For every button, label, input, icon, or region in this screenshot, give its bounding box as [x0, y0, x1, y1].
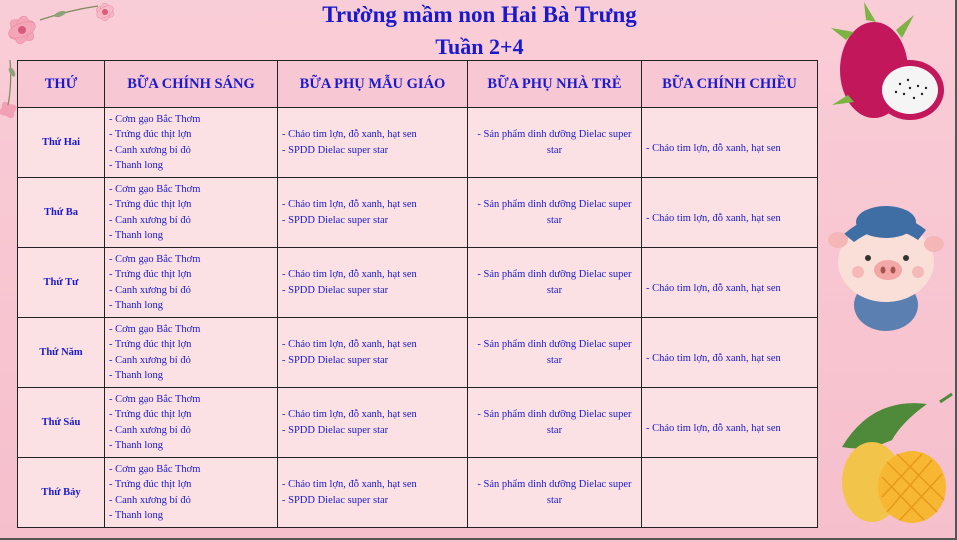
nursery-snack-cell — [468, 458, 642, 528]
breakfast-item: - Cơm gạo Bắc Thơm — [109, 253, 201, 265]
breakfast-item: - Trứng đúc thịt lợn — [109, 269, 192, 280]
afternoon-cell — [642, 458, 818, 528]
breakfast-item: - Canh xương bí đỏ — [109, 424, 191, 436]
kindergarten-snack-item: - Cháo tim lợn, đỗ xanh, hạt sen — [282, 198, 417, 210]
afternoon-cell — [642, 248, 818, 318]
breakfast-cell — [105, 318, 278, 388]
kindergarten-snack-cell — [278, 458, 468, 528]
table-row — [18, 388, 818, 458]
breakfast-item: - Thanh long — [109, 230, 164, 241]
header-row — [18, 61, 818, 108]
kindergarten-snack-item: - SPDD Dielac super star — [282, 284, 389, 296]
table-row — [18, 248, 818, 318]
afternoon-cell — [642, 388, 818, 458]
breakfast-item: - Canh xương bí đỏ — [109, 144, 191, 156]
afternoon-cell — [642, 178, 818, 248]
kindergarten-snack-item: - Cháo tim lợn, đỗ xanh, hạt sen — [282, 338, 417, 350]
kindergarten-snack-item: - Cháo tim lợn, đỗ xanh, hạt sen — [282, 128, 417, 140]
breakfast-cell — [105, 388, 278, 458]
nursery-snack-text: - Sản phẩm dinh dưỡng Dielac super star — [477, 128, 632, 156]
col-header-afternoon: BỮA CHÍNH CHIỀU — [642, 61, 818, 108]
nursery-snack-cell — [468, 248, 642, 318]
table-body — [18, 108, 818, 528]
day-cell: Thứ Hai — [18, 108, 105, 178]
breakfast-item: - Thanh long — [109, 510, 164, 521]
breakfast-item: - Trứng đúc thịt lợn — [109, 409, 192, 420]
col-header-nursery-snack: BỮA PHỤ NHÀ TRẺ — [468, 61, 642, 108]
kindergarten-snack-cell — [278, 108, 468, 178]
col-header-kindergarten-snack: BỮA PHỤ MẪU GIÁO — [278, 61, 468, 108]
afternoon-text: - Cháo tim lợn, đỗ xanh, hạt sen — [646, 423, 781, 435]
table-row — [18, 108, 818, 178]
afternoon-cell — [642, 318, 818, 388]
kindergarten-snack-item: - Cháo tim lợn, đỗ xanh, hạt sen — [282, 268, 417, 280]
table-row — [18, 458, 818, 528]
afternoon-text: - Cháo tim lợn, đỗ xanh, hạt sen — [646, 213, 781, 225]
mango-icon — [832, 392, 957, 532]
day-cell: Thứ Năm — [18, 318, 105, 388]
breakfast-item: - Cơm gạo Bắc Thơm — [109, 393, 201, 405]
breakfast-item: - Cơm gạo Bắc Thơm — [109, 113, 201, 125]
afternoon-text: - Cháo tim lợn, đỗ xanh, hạt sen — [646, 353, 781, 365]
afternoon-cell — [642, 108, 818, 178]
nursery-snack-text: - Sản phẩm dinh dưỡng Dielac super star — [477, 408, 632, 436]
kindergarten-snack-item: - Cháo tim lợn, đỗ xanh, hạt sen — [282, 408, 417, 420]
kindergarten-snack-cell — [278, 318, 468, 388]
nursery-snack-cell — [468, 178, 642, 248]
nursery-snack-cell — [468, 108, 642, 178]
breakfast-item: - Canh xương bí đỏ — [109, 354, 191, 366]
breakfast-cell — [105, 108, 278, 178]
menu-table — [17, 60, 818, 528]
kindergarten-snack-item: - SPDD Dielac super star — [282, 424, 389, 436]
breakfast-item: - Canh xương bí đỏ — [109, 214, 191, 226]
col-header-breakfast: BỮA CHÍNH SÁNG — [105, 61, 278, 108]
breakfast-item: - Cơm gạo Bắc Thơm — [109, 463, 201, 475]
day-cell: Thứ Bảy — [18, 458, 105, 528]
breakfast-item: - Thanh long — [109, 300, 164, 311]
kindergarten-snack-item: - SPDD Dielac super star — [282, 494, 389, 506]
nursery-snack-text: - Sản phẩm dinh dưỡng Dielac super star — [477, 268, 632, 296]
day-cell: Thứ Tư — [18, 248, 105, 318]
breakfast-item: - Trứng đúc thịt lợn — [109, 129, 192, 140]
table-row — [18, 178, 818, 248]
kindergarten-snack-item: - Cháo tim lợn, đỗ xanh, hạt sen — [282, 478, 417, 490]
col-header-day: THỨ — [18, 61, 105, 108]
kindergarten-snack-cell — [278, 248, 468, 318]
breakfast-item: - Trứng đúc thịt lợn — [109, 199, 192, 210]
pig-icon — [826, 200, 951, 340]
table-row — [18, 318, 818, 388]
kindergarten-snack-cell — [278, 388, 468, 458]
afternoon-text: - Cháo tim lợn, đỗ xanh, hạt sen — [646, 143, 781, 155]
week-title: Tuần 2+4 — [435, 34, 524, 59]
day-cell: Thứ Sáu — [18, 388, 105, 458]
kindergarten-snack-item: - SPDD Dielac super star — [282, 214, 389, 226]
breakfast-item: - Cơm gạo Bắc Thơm — [109, 183, 201, 195]
breakfast-cell — [105, 248, 278, 318]
nursery-snack-text: - Sản phẩm dinh dưỡng Dielac super star — [477, 338, 632, 366]
breakfast-item: - Trứng đúc thịt lợn — [109, 479, 192, 490]
nursery-snack-cell — [468, 388, 642, 458]
breakfast-item: - Cơm gạo Bắc Thơm — [109, 323, 201, 335]
breakfast-cell — [105, 458, 278, 528]
breakfast-item: - Thanh long — [109, 370, 164, 381]
nursery-snack-text: - Sản phẩm dinh dưỡng Dielac super star — [477, 478, 632, 506]
kindergarten-snack-item: - SPDD Dielac super star — [282, 354, 389, 366]
breakfast-item: - Trứng đúc thịt lợn — [109, 339, 192, 350]
nursery-snack-text: - Sản phẩm dinh dưỡng Dielac super star — [477, 198, 632, 226]
kindergarten-snack-item: - SPDD Dielac super star — [282, 144, 389, 156]
breakfast-item: - Thanh long — [109, 440, 164, 451]
breakfast-item: - Canh xương bí đỏ — [109, 494, 191, 506]
nursery-snack-cell — [468, 318, 642, 388]
school-title: Trường mầm non Hai Bà Trưng — [322, 2, 637, 27]
kindergarten-snack-cell — [278, 178, 468, 248]
day-cell: Thứ Ba — [18, 178, 105, 248]
afternoon-text: - Cháo tim lợn, đỗ xanh, hạt sen — [646, 283, 781, 295]
breakfast-cell — [105, 178, 278, 248]
breakfast-item: - Thanh long — [109, 160, 164, 171]
breakfast-item: - Canh xương bí đỏ — [109, 284, 191, 296]
